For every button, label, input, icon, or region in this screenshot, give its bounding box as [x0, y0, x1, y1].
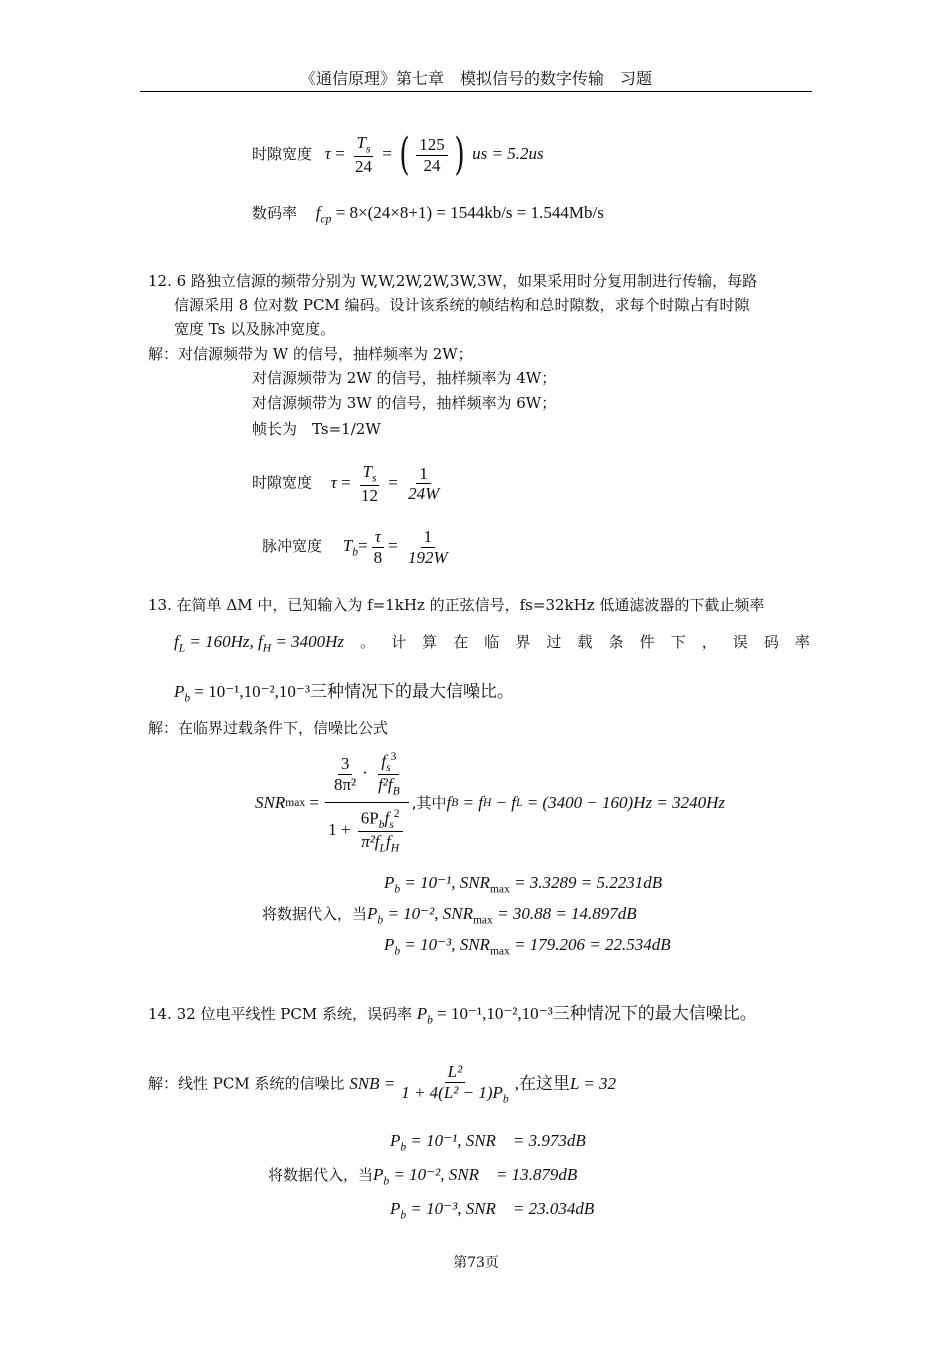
q12-pulse-label: 脉冲宽度	[262, 536, 323, 555]
q12-solution-line-2: 对信源频带为 2W 的信号，抽样频率为 4W；	[252, 369, 557, 387]
page-header: 《通信原理》第七章 模拟信号的数字传输 习题	[299, 69, 652, 88]
prev-slot-width-line	[252, 129, 544, 180]
q14-result-2: 将数据代入，当$P_b = 10^{-2}$, SNR = 13.879dB	[268, 1165, 578, 1188]
q13-snr-formula: SNR max = $\frac{3}{\text{8π²}}$ · $\frac{f_s^3}{f^2f_B}$ 1 + $\frac{6P_bf_s^2}{\pi^2f_Lf_H}$ ,其中 f B = f H − f L = (3400 − 160)Hz = 3240Hz	[255, 750, 725, 855]
q12-solution-line-3: 对信源频带为 3W 的信号，抽样频率为 6W；	[252, 394, 557, 412]
q12-text-line-3: 宽度 Ts 以及脉冲宽度。	[174, 320, 336, 338]
q13-ber-formula: $P_b = 10^{-1},10^{-2},10^{-3}$	[174, 682, 310, 705]
q13-result-1: $P_b = 10^{-1}$, $SNR_{max} = 3.3289 = 5.2231dB$	[384, 873, 663, 896]
prev-rate-line	[252, 203, 604, 229]
q12-slot-label: 时隙宽度	[252, 473, 313, 492]
q14-text-line-1: 14. 32 位电平线性 PCM 系统，误码率 $P_b = 10^{-1},10^{-2},10^{-3}$三种情况下的最大信噪比。	[148, 1004, 757, 1027]
prev-slot-label: 时隙宽度	[252, 144, 313, 163]
q13-result-2: 将数据代入，当$P_b = 10^{-2}$, $SNR_{max} = 30.88 = 14.897dB$	[262, 904, 637, 927]
q13-result-3: $P_b = 10^{-3}$, $SNR_{max} = 179.206 = 22.534dB$	[384, 935, 671, 958]
q14-solution-line: 解：线性 PCM 系统的信噪比 SNB = $\frac{\text{L²}}{1 + 4(L^2 - 1)P_b}$ ,在这里 L = 32	[148, 1062, 617, 1105]
prev-rate-formula: $f_{cp} = 8\times(24\times 8+1) = 1544kb/s = 1.544Mb/s$	[315, 203, 604, 226]
q12-solution-line-1: 解：对信源频带为 W 的信号，抽样频率为 2W；	[148, 345, 473, 363]
q13-text-line-1: 13. 在简单 ΔM 中，已知输入为 f=1kHz 的正弦信号，fs=32kHz 低通滤波器的下截止频率	[148, 596, 765, 614]
q12-frame-length: 帧长为 Ts=1/2W	[252, 420, 381, 438]
q13-cutoff-formula: $f_L = 160Hz$, $f_H = 3400Hz$	[174, 632, 344, 655]
q14-result-3: $P_b = 10^{-3}$, SNR = 23.034dB	[390, 1199, 595, 1222]
q13-text-line-3: $P_b = 10^{-1},10^{-2},10^{-3}$三种情况下的最大信噪比。	[174, 682, 514, 705]
q13-text-line-2: $f_L = 160Hz$, $f_H = 3400Hz$ 。 计 算 在 临 界 过 载 条 件 下 ， 误 码 率	[174, 632, 810, 658]
q14-result-1: $P_b = 10^{-1}$, SNR = 3.973dB	[390, 1131, 586, 1154]
q12-pulse-formula: $T_b=$ $\frac{\tau}{8}$ = $\frac{1}{192W}$	[342, 527, 448, 567]
q12-slot-width-line	[252, 462, 445, 505]
q12-text-line-1: 12. 6 路独立信源的频带分别为 W,W,2W,2W,3W,3W，如果采用时分复用制进行传输，每路	[148, 272, 758, 290]
header-rule	[140, 91, 812, 92]
prev-rate-label: 数码率	[252, 204, 298, 222]
page-number: 第73页	[453, 1255, 499, 1271]
q12-text-line-2: 信源采用 8 位对数 PCM 编码。设计该系统的帧结构和总时隙数，求每个时隙占有时隙	[174, 296, 750, 314]
q12-pulse-width-line	[262, 527, 454, 567]
prev-slot-formula: τ = $\frac{T_s}{24}$ = ( $\frac{125}{24}$ ) us = 5.2us	[324, 129, 544, 180]
q12-slot-formula: τ = $\frac{T_s}{12}$ = $\frac{1}{24W}$	[330, 462, 440, 505]
q13-solution-intro: 解：在临界过载条件下，信噪比公式	[148, 719, 389, 737]
